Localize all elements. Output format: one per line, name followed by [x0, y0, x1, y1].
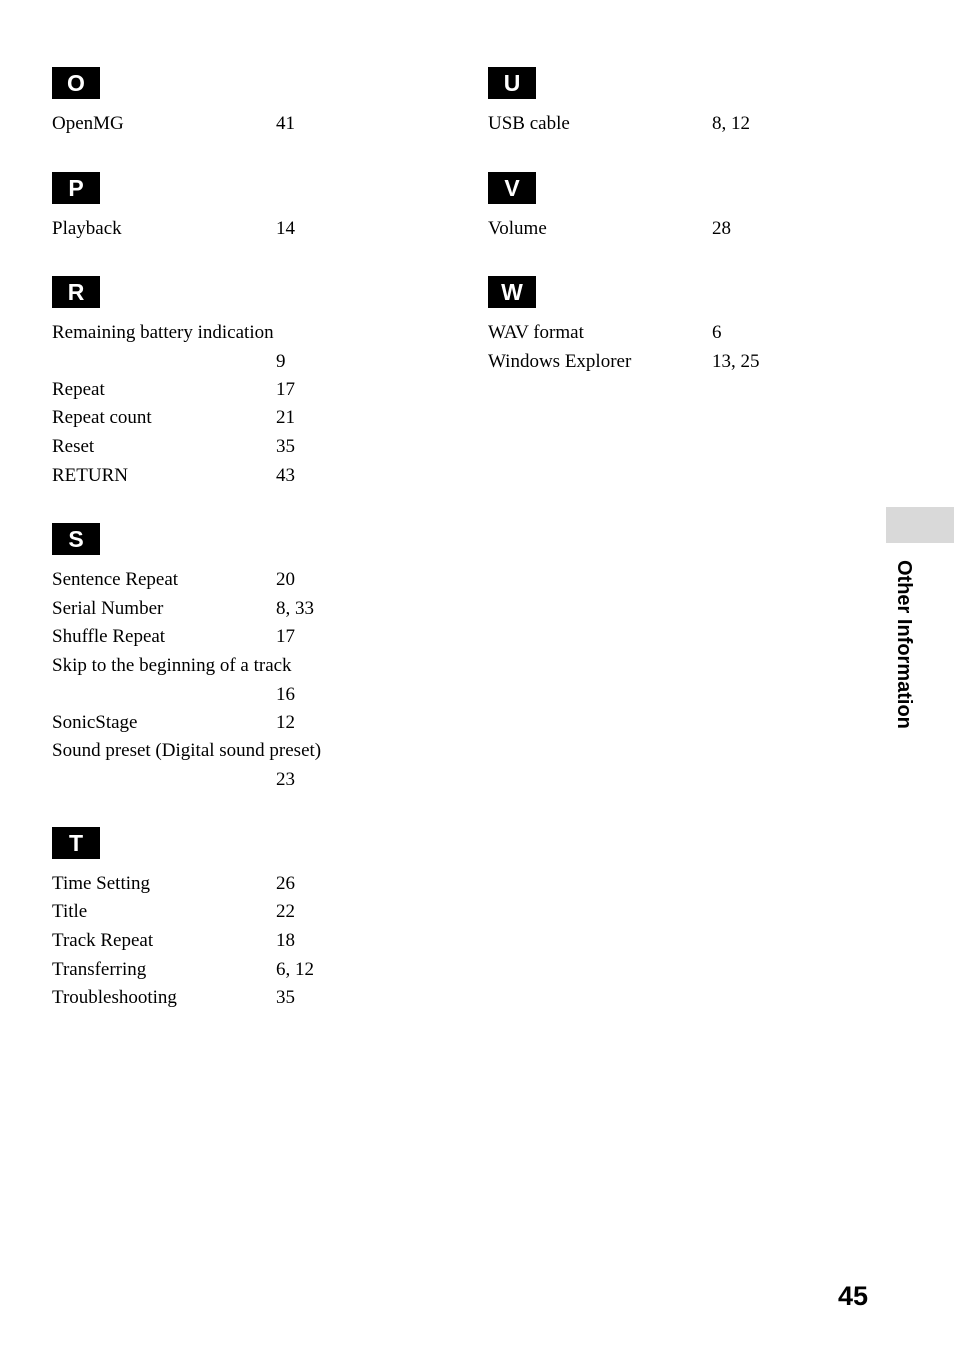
index-section-t — [52, 827, 432, 1013]
index-page-refs: 26 — [276, 872, 295, 894]
index-entry — [52, 110, 432, 139]
index-entry — [52, 956, 432, 985]
index-column-right — [488, 67, 868, 409]
index-page-refs: 17 — [276, 626, 295, 648]
index-page-refs: 41 — [276, 113, 295, 134]
page-number: 45 — [838, 1281, 869, 1311]
index-entry — [52, 623, 432, 652]
index-section-o — [52, 67, 432, 139]
section-letter-heading: S — [52, 523, 100, 555]
index-term: Sentence Repeat — [52, 569, 179, 591]
index-entry — [52, 319, 432, 376]
index-page-refs: 9 — [276, 350, 286, 372]
index-page-refs: 13, 25 — [712, 350, 760, 372]
index-entry — [52, 433, 432, 462]
index-entry — [52, 566, 432, 595]
section-letter-heading: R — [52, 276, 100, 308]
index-term: Volume — [488, 217, 547, 239]
index-entry — [488, 319, 868, 348]
index-page-refs: 35 — [276, 987, 295, 1009]
index-term: SonicStage — [52, 711, 138, 733]
index-page-refs: 6, 12 — [276, 958, 314, 980]
section-letter-heading: W — [488, 276, 536, 308]
index-term: RETURN — [52, 464, 128, 486]
index-section-u — [488, 67, 868, 139]
index-entry — [488, 348, 868, 377]
index-term: Sound preset (Digital sound preset) — [52, 740, 322, 762]
index-term: Serial Number — [52, 597, 164, 619]
index-entry — [52, 709, 432, 738]
index-page-refs: 14 — [276, 217, 295, 239]
section-letter-heading: O — [52, 67, 100, 99]
index-page-refs: 35 — [276, 435, 295, 457]
section-letter-heading: P — [52, 172, 100, 204]
index-page-refs: 16 — [276, 683, 295, 705]
index-term: Windows Explorer — [488, 350, 632, 372]
index-term: Skip to the beginning of a track — [52, 654, 292, 676]
index-entry — [52, 404, 432, 433]
index-page-refs: 17 — [276, 378, 295, 400]
index-term: Troubleshooting — [52, 987, 177, 1009]
index-entry — [52, 595, 432, 624]
index-page-refs: 8, 33 — [276, 597, 314, 619]
index-entry — [52, 652, 432, 709]
index-page-refs: 23 — [276, 768, 295, 790]
side-tab-marker — [886, 507, 954, 543]
section-letter-heading: V — [488, 172, 536, 204]
index-term: Playback — [52, 217, 122, 239]
index-page-refs: 6 — [712, 322, 722, 344]
index-page-refs: 12 — [276, 711, 295, 733]
index-term: Reset — [52, 435, 95, 457]
index-column-left — [52, 67, 432, 1046]
index-page-refs: 22 — [276, 901, 295, 923]
index-term: Title — [52, 901, 88, 923]
index-entry — [52, 376, 432, 405]
index-page-refs: 8, 12 — [712, 113, 750, 134]
index-term: Track Repeat — [52, 929, 154, 951]
index-term: WAV format — [488, 322, 584, 344]
index-entry — [52, 927, 432, 956]
index-page-refs: 20 — [276, 569, 295, 591]
index-page-refs: 21 — [276, 407, 295, 429]
index-page-refs: 28 — [712, 217, 731, 239]
index-term: Time Setting — [52, 872, 151, 894]
section-letter-heading: U — [488, 67, 536, 99]
index-page-refs: 43 — [276, 464, 295, 486]
index-entry — [52, 898, 432, 927]
index-section-w — [488, 276, 868, 376]
section-letter-heading: T — [52, 827, 100, 859]
index-term: Transferring — [52, 958, 147, 980]
index-entry — [488, 215, 868, 244]
side-tab-label: Other Information — [893, 560, 915, 729]
index-entry — [52, 462, 432, 491]
index-section-r — [52, 276, 432, 490]
index-term: Repeat — [52, 378, 105, 400]
index-entry — [52, 737, 432, 794]
index-term: Repeat count — [52, 407, 152, 429]
index-term: OpenMG — [52, 113, 124, 134]
index-section-s — [52, 523, 432, 794]
index-term: Shuffle Repeat — [52, 626, 166, 648]
index-entry — [488, 110, 868, 139]
index-entry — [52, 215, 432, 244]
index-section-p — [52, 172, 432, 244]
index-entry — [52, 984, 432, 1013]
index-term: Remaining battery indication — [52, 322, 274, 344]
index-term: USB cable — [488, 113, 570, 134]
index-entry — [52, 870, 432, 899]
index-section-v — [488, 172, 868, 244]
index-page-refs: 18 — [276, 929, 295, 951]
